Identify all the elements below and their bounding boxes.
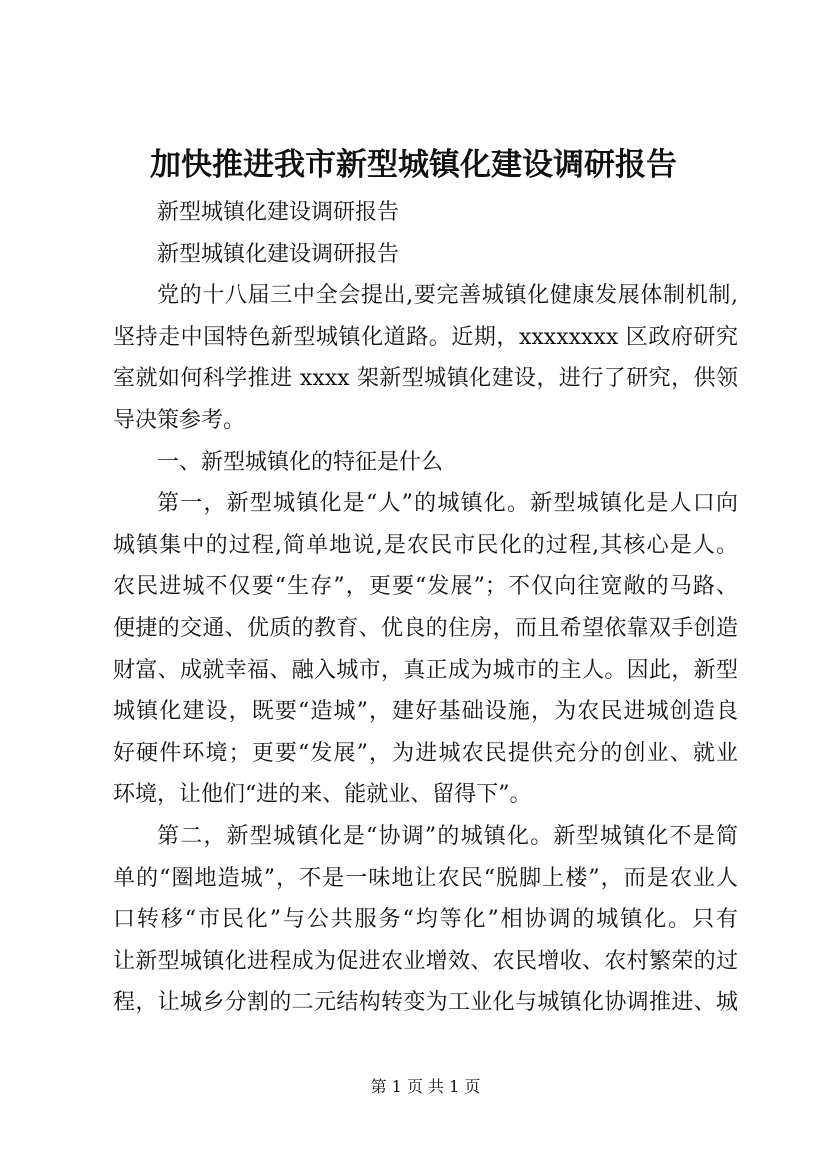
paragraph-line: 好硬件环境；更要“发展”，为进城农民提供充分的创业、就业 (113, 740, 738, 766)
paragraph-line: 让新型城镇化进程成为促进农业增效、农民增收、农村繁荣的过 (113, 948, 738, 974)
document-title: 加快推进我市新型城镇化建设调研报告 (150, 147, 677, 183)
paragraph-line: 单的“圈地造城”，不是一味地让农民“脱脚上楼”，而是农业人 (113, 865, 738, 891)
point-paragraph-2 (113, 816, 738, 1024)
page-number-footer: 第 1 页 共 1 页 (370, 1077, 481, 1096)
paragraph-line: 财富、成就幸福、融入城市，真正成为城市的主人。因此，新型 (113, 657, 738, 683)
paragraph-line: 城镇集中的过程,简单地说,是农民市民化的过程,其核心是人。 (113, 532, 738, 558)
paragraph-line: 农民进城不仅要“生存”，更要“发展”；不仅向往宽敞的马路、 (113, 574, 738, 600)
paragraph-line: 第二，新型城镇化是“协调”的城镇化。新型城镇化不是简 (157, 823, 738, 849)
paragraph-line: 导决策参考。 (113, 407, 246, 433)
paragraph-line: 便捷的交通、优质的教育、优良的住房，而且希望依靠双手创造 (113, 615, 738, 641)
paragraph-line: 城镇化建设，既要“造城”，建好基础设施，为农民进城创造良 (113, 699, 738, 725)
intro-paragraph (113, 275, 738, 441)
paragraph-line: 党的十八届三中全会提出,要完善城镇化健康发展体制机制, (157, 283, 738, 309)
paragraph-line: 环境，让他们“进的来、能就业、留得下”。 (113, 782, 532, 808)
paragraph-line: 室就如何科学推进 xxxx 架新型城镇化建设，进行了研究，供领 (113, 366, 738, 392)
paragraph-line: 第一，新型城镇化是“人”的城镇化。新型城镇化是人口向 (157, 491, 738, 517)
document-body (113, 192, 738, 1024)
paragraph-line: 口转移“市民化”与公共服务“均等化”相协调的城镇化。只有 (113, 907, 738, 933)
section-heading: 一、新型城镇化的特征是什么 (157, 449, 444, 475)
paragraph-line: 坚持走中国特色新型城镇化道路。近期，xxxxxxxx 区政府研究 (113, 324, 738, 350)
paragraph-line: 程，让城乡分割的二元结构转变为工业化与城镇化协调推进、城 (113, 990, 738, 1016)
subtitle: 新型城镇化建设调研报告 (157, 241, 400, 267)
subtitle: 新型城镇化建设调研报告 (157, 200, 400, 225)
point-paragraph-1 (113, 483, 738, 816)
